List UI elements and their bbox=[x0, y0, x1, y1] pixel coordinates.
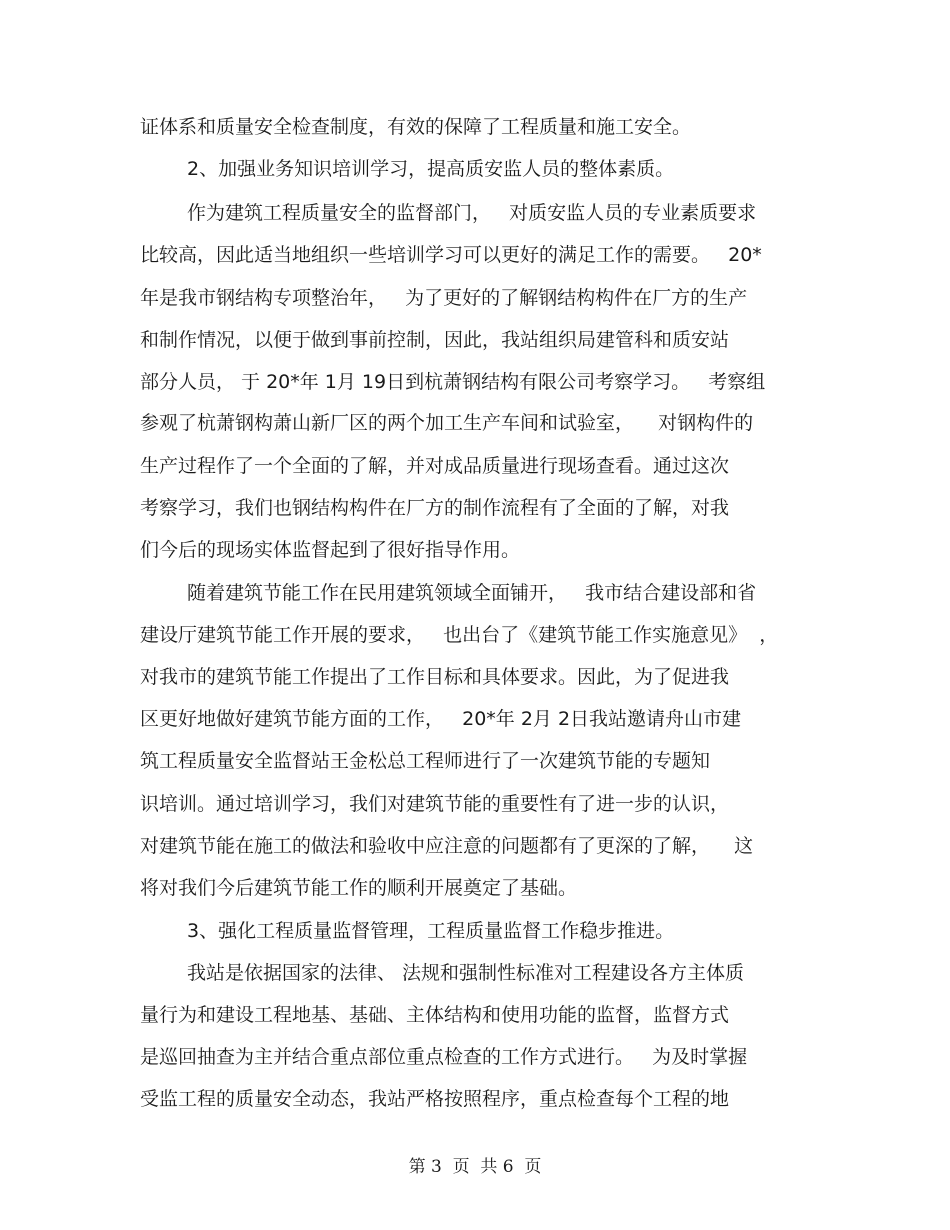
body-text-line: 区更好地做好建筑节能方面的工作， 20*年 2月 2日我站邀请舟山市建 bbox=[140, 708, 742, 730]
body-text-line: 将对我们今后建筑节能工作的顺利开展奠定了基础。 bbox=[140, 877, 578, 899]
body-text-line: 生产过程作了一个全面的了解，并对成品质量进行现场查看。通过这次 bbox=[140, 455, 730, 477]
body-text-line: 识培训。通过培训学习，我们对建筑节能的重要性有了进一步的认识， bbox=[140, 793, 730, 815]
body-text-line: 参观了杭萧钢构萧山新厂区的两个加工生产车间和试验室， 对钢构件的 bbox=[140, 412, 754, 434]
body-text-line: 量行为和建设工程地基、基础、主体结构和使用功能的监督，监督方式 bbox=[140, 1004, 730, 1026]
body-text-line: 年是我市钢结构专项整治年， 为了更好的了解钢结构构件在厂方的生产 bbox=[140, 287, 748, 309]
section-heading: 2、加强业务知识培训学习，提高质安监人员的整体素质。 bbox=[187, 158, 675, 180]
body-text-line: 们今后的现场实体监督起到了很好指导作用。 bbox=[140, 539, 521, 561]
body-text-line: 是巡回抽查为主并结合重点部位重点检查的工作方式进行。 为及时掌握 bbox=[140, 1046, 748, 1068]
body-text-line: 对我市的建筑节能工作提出了工作目标和具体要求。因此，为了促进我 bbox=[140, 666, 730, 688]
body-text-line: 证体系和质量安全检查制度，有效的保障了工程质量和施工安全。 bbox=[140, 116, 692, 138]
body-text-line: 建设厅建筑节能工作开展的要求， 也出台了《建筑节能工作实施意见》 ， bbox=[140, 624, 779, 646]
body-text-line: 随着建筑节能工作在民用建筑领域全面铺开， 我市结合建设部和省 bbox=[187, 582, 757, 604]
body-text-line: 部分人员， 于 20*年 1月 19日到杭萧钢结构有限公司考察学习。 考察组 bbox=[140, 371, 766, 393]
section-heading: 3、强化工程质量监督管理，工程质量监督工作稳步推进。 bbox=[187, 920, 675, 942]
body-text-line: 考察学习，我们也钢结构构件在厂方的制作流程有了全面的了解，对我 bbox=[140, 497, 730, 519]
body-text-line: 作为建筑工程质量安全的监督部门， 对质安监人员的专业素质要求 bbox=[187, 202, 757, 224]
body-text-line: 和制作情况，以便于做到事前控制，因此，我站组织局建管科和质安站 bbox=[140, 329, 730, 351]
body-text-line: 受监工程的质量安全动态，我站严格按照程序，重点检查每个工程的地 bbox=[140, 1088, 730, 1110]
body-text-line: 比较高，因此适当地组织一些培训学习可以更好的满足工作的需要。 20* bbox=[140, 244, 762, 266]
body-text-line: 筑工程质量安全监督站王金松总工程师进行了一次建筑节能的专题知 bbox=[140, 750, 711, 772]
page-number-footer: 第 3 页 共 6 页 bbox=[408, 1157, 542, 1177]
body-text-line: 我站是依据国家的法律、 法规和强制性标准对工程建设各方主体质 bbox=[187, 962, 745, 984]
body-text-line: 对建筑节能在施工的做法和验收中应注意的问题都有了更深的了解， 这 bbox=[140, 835, 754, 857]
